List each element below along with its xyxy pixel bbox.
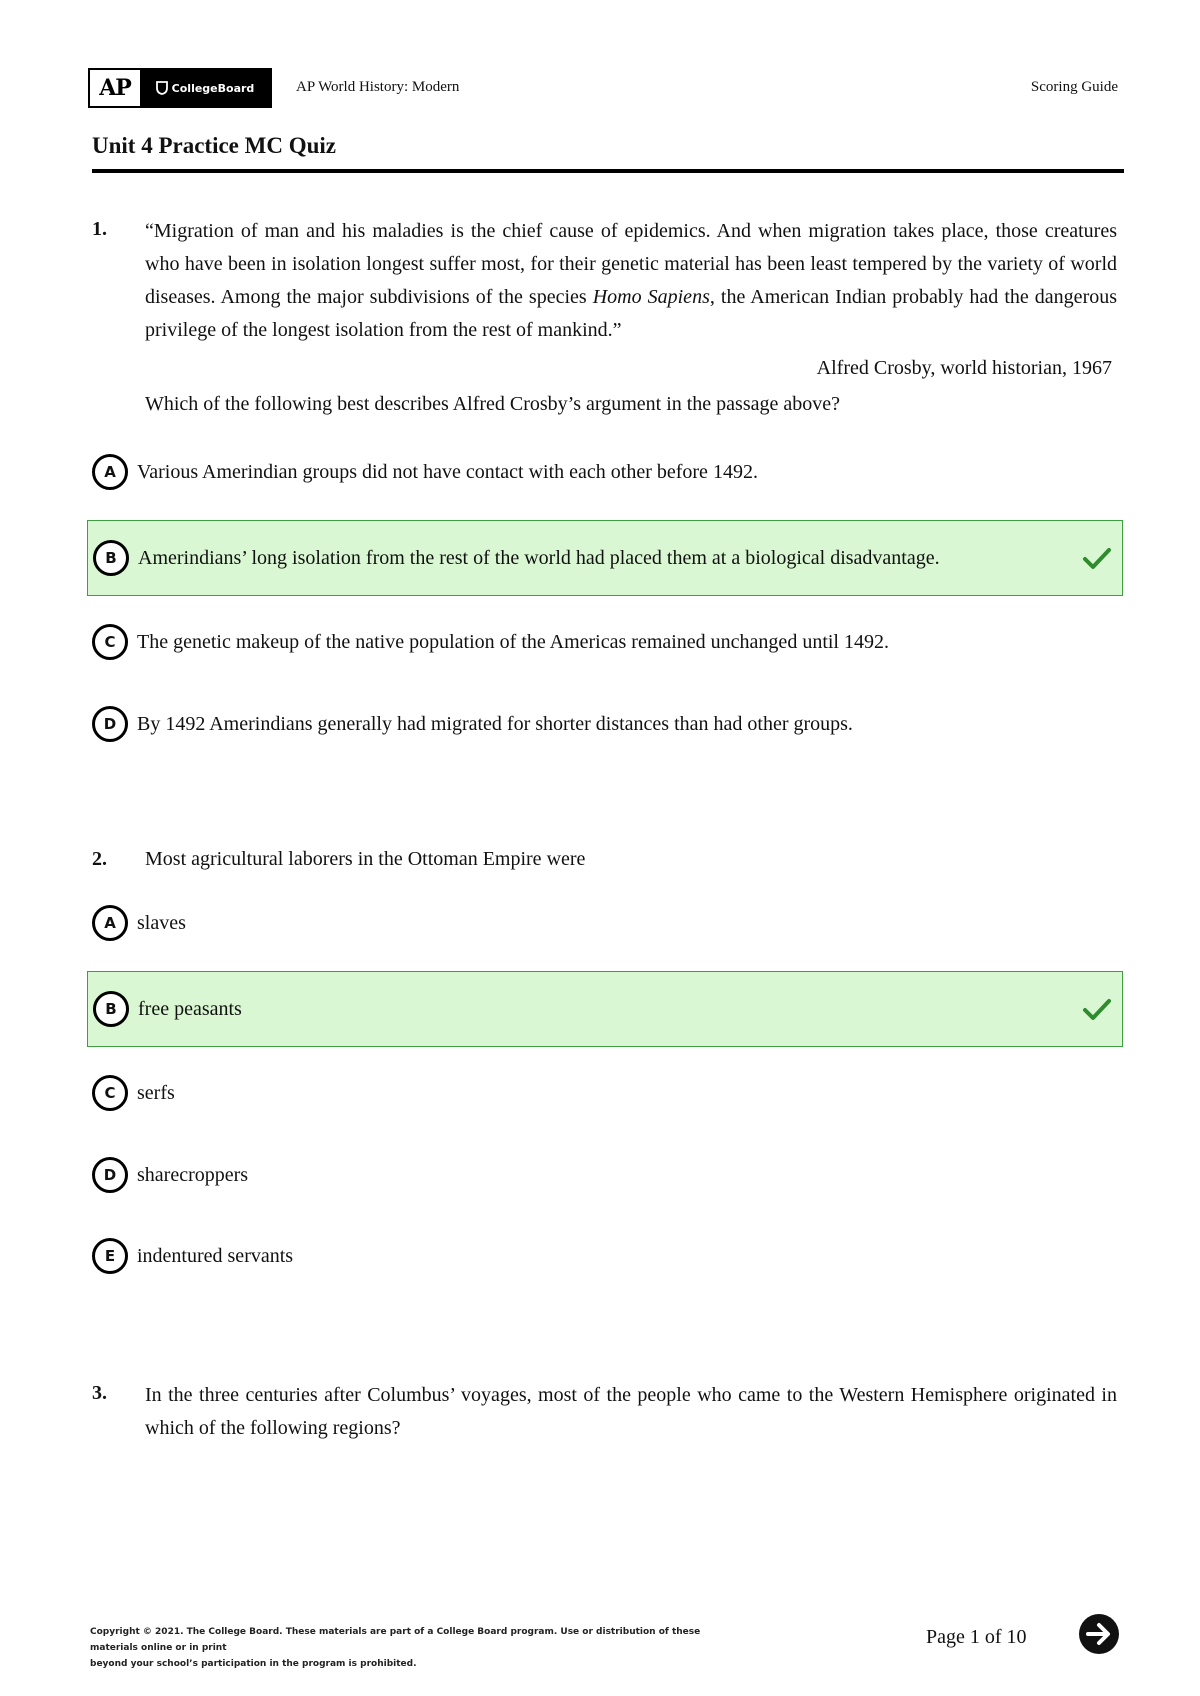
option-text: serfs: [137, 1081, 175, 1104]
option-text: Amerindians’ long isolation from the rest of the world had placed them at a biological disadvantage.: [138, 546, 940, 569]
option-text: free peasants: [138, 997, 242, 1020]
answer-option[interactable]: [87, 1218, 1123, 1294]
option-text: indentured servants: [137, 1244, 294, 1267]
title-divider: [92, 169, 1124, 173]
option-letter-badge: D: [92, 706, 128, 742]
question-number: 3.: [92, 1382, 107, 1404]
college-board-label: CollegeBoard: [171, 81, 255, 95]
answer-option[interactable]: [87, 885, 1123, 961]
page-title: Unit 4 Practice MC Quiz: [92, 133, 336, 158]
answer-option[interactable]: [87, 1055, 1123, 1131]
copyright-line: Copyright © 2021. The College Board. These materials are part of a College Board program. Use or distribution of these materials online or in print: [90, 1627, 701, 1653]
option-text: slaves: [137, 911, 186, 934]
answer-option[interactable]: [87, 434, 1123, 510]
course-name: AP World History: Modern: [296, 79, 460, 95]
copyright-line: beyond your school’s participation in the program is prohibited.: [90, 1659, 417, 1669]
option-letter-badge: B: [93, 991, 129, 1027]
answer-option[interactable]: [87, 1137, 1123, 1213]
option-text: By 1492 Amerindians generally had migrated for shorter distances than had other groups.: [137, 712, 853, 735]
question-text-part: “Migration of man and his maladies is the chief cause of epidemics. And when migration takes place, those creatures who have been in isolation longest suffer most, for their genetic material has been least tempered by the variety of world diseases. Among the major subdivisions of the species: [145, 220, 1117, 308]
question-prompt: Which of the following best describes Alfred Crosby’s argument in the passage above?: [145, 393, 841, 415]
option-letter-badge: E: [92, 1238, 128, 1274]
question-number: 1.: [92, 218, 107, 240]
next-page-arrow-icon[interactable]: [1078, 1613, 1120, 1655]
scoring-guide-label: Scoring Guide: [1030, 79, 1118, 95]
option-text: The genetic makeup of the native population of the Americas remained unchanged until 1492.: [137, 630, 889, 653]
question-number: 2.: [92, 848, 107, 870]
answer-option-correct[interactable]: [87, 520, 1123, 596]
acorn-shield-icon: [156, 81, 168, 95]
question-text: In the three centuries after Columbus’ voyages, most of the people who came to the Western Hemisphere originated in which of the following regions?: [145, 1384, 1117, 1439]
answer-option[interactable]: [87, 604, 1123, 680]
answer-option[interactable]: [87, 686, 1123, 762]
option-letter-badge: A: [92, 905, 128, 941]
page-indicator: Page 1 of 10: [926, 1626, 1027, 1648]
ap-college-board-logo: [88, 68, 272, 108]
option-letter-badge: A: [92, 454, 128, 490]
college-board-wordmark: [140, 70, 270, 106]
ap-logo-mark: AP: [90, 70, 140, 106]
question-text: [145, 215, 1117, 347]
option-text: sharecroppers: [137, 1163, 249, 1186]
answer-option-correct[interactable]: [87, 971, 1123, 1047]
checkmark-icon: [1082, 543, 1112, 573]
option-letter-badge: C: [92, 1075, 128, 1111]
question-text-italic: Homo Sapiens: [592, 286, 710, 308]
copyright-notice: [90, 1624, 730, 1672]
option-letter-badge: D: [92, 1157, 128, 1193]
option-letter-badge: C: [92, 624, 128, 660]
question-text: Most agricultural laborers in the Ottoman Empire were: [145, 848, 586, 870]
checkmark-icon: [1082, 994, 1112, 1024]
option-text: Various Amerindian groups did not have contact with each other before 1492.: [137, 460, 758, 483]
option-letter-badge: B: [93, 540, 129, 576]
quote-attribution: Alfred Crosby, world historian, 1967: [816, 357, 1112, 379]
question-text-part: , the American Indian probably had the dangerous privilege of the longest isolation from the rest of mankind.”: [145, 286, 1118, 341]
